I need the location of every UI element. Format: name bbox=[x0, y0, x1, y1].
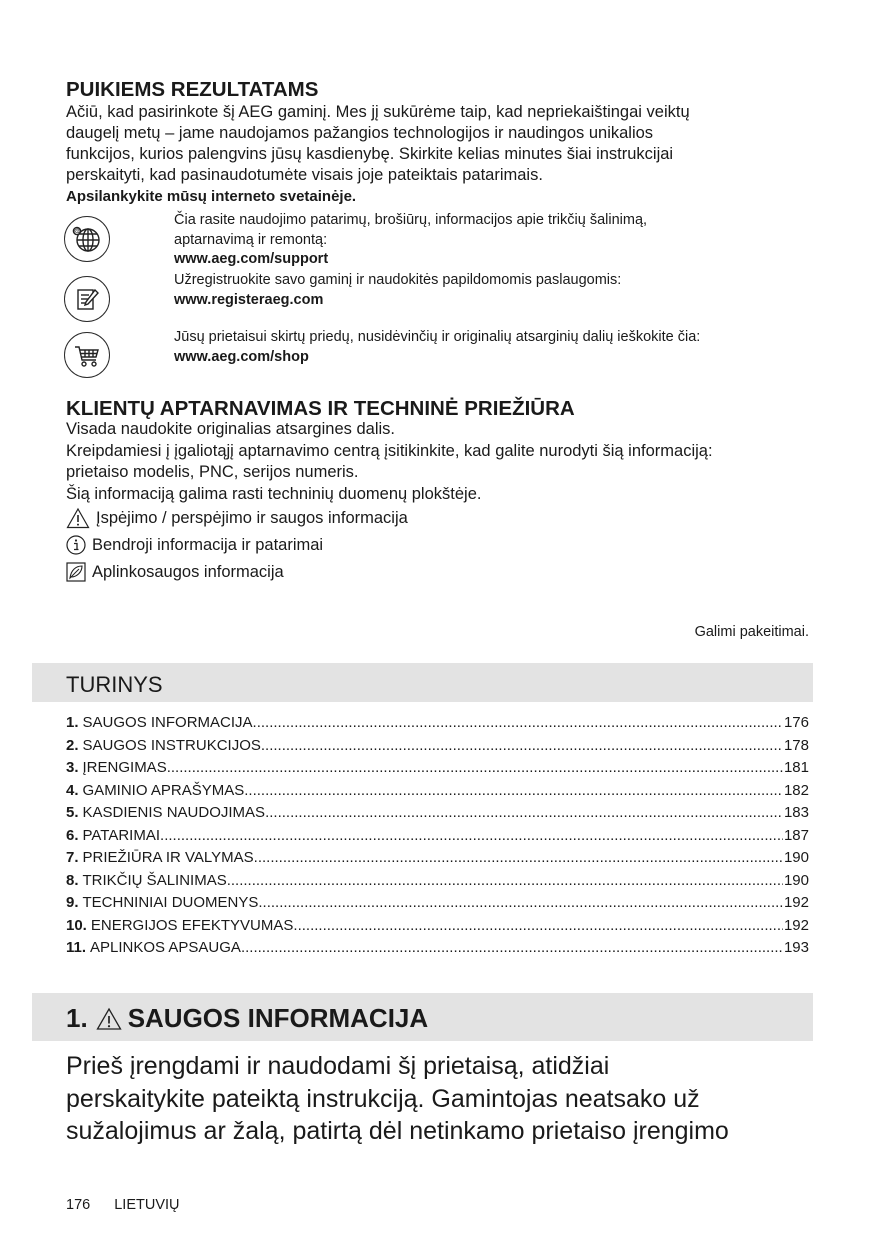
shop-url-link[interactable]: www.aeg.com/shop bbox=[174, 348, 309, 365]
intro-title: PUIKIEMS REZULTATAMS bbox=[66, 78, 319, 101]
svg-text:@: @ bbox=[73, 228, 81, 236]
toc-item[interactable] bbox=[66, 870, 809, 893]
section1-line: perskaitykite pateiktą instrukciją. Gamintojas neatsako už bbox=[66, 1084, 700, 1113]
toc-item[interactable] bbox=[66, 757, 809, 780]
toc-page: 190 bbox=[783, 871, 809, 889]
toc-item[interactable] bbox=[66, 802, 809, 825]
toc-leader bbox=[261, 735, 783, 758]
service-line: Visada naudokite originalias atsargines dalis. bbox=[66, 420, 395, 438]
toc-label: GAMINIO APRAŠYMAS bbox=[82, 781, 245, 799]
toc-number: 6. bbox=[66, 826, 79, 844]
toc-item[interactable] bbox=[66, 825, 809, 848]
legend-text: Aplinkosaugos informacija bbox=[92, 562, 284, 581]
toc-leader bbox=[293, 915, 783, 938]
section1-line: sužalojimus ar žalą, patirtą dėl netinkamo prietaiso įrengimo bbox=[66, 1117, 729, 1145]
toc-page: 193 bbox=[783, 939, 809, 956]
toc-label: APLINKOS APSAUGA bbox=[90, 939, 241, 956]
toc-label: PRIEŽIŪRA IR VALYMAS bbox=[82, 849, 254, 866]
support-link-block bbox=[174, 211, 647, 270]
intro-line: daugelį metų – jame naudojamos pažangios technologijos ir naudingos unikalios bbox=[66, 124, 654, 142]
toc-label: TECHNINIAI DUOMENYS bbox=[82, 894, 259, 911]
footer bbox=[66, 1197, 180, 1213]
toc-page: 182 bbox=[783, 781, 809, 799]
toc-page: 178 bbox=[783, 736, 809, 754]
toc-leader bbox=[241, 937, 783, 960]
toc-item[interactable] bbox=[66, 915, 809, 938]
toc-leader bbox=[244, 780, 783, 803]
toc-number: 2. bbox=[66, 736, 79, 754]
toc-number: 7. bbox=[66, 849, 79, 866]
toc-page: 187 bbox=[783, 826, 809, 844]
toc-item[interactable] bbox=[66, 937, 809, 960]
visit-website-text: Apsilankykite mūsų interneto svetainėje. bbox=[66, 188, 357, 205]
info-icon bbox=[66, 535, 86, 555]
warning-icon bbox=[96, 1007, 122, 1031]
toc-label: PATARIMAI bbox=[82, 826, 161, 844]
link-text: aptarnavimą ir remontą: bbox=[174, 231, 328, 248]
shop-link-block bbox=[174, 328, 700, 367]
toc-number: 11. bbox=[66, 939, 87, 956]
service-line: prietaiso modelis, PNC, serijos numeris. bbox=[66, 463, 359, 481]
section1-text bbox=[66, 1050, 729, 1148]
toc-item[interactable] bbox=[66, 847, 809, 870]
toc-leader bbox=[258, 892, 783, 915]
toc-number: 5. bbox=[66, 804, 79, 821]
toc-title: TURINYS bbox=[66, 672, 163, 697]
toc-item[interactable] bbox=[66, 780, 809, 803]
legend-text: Bendroji informacija ir patarimai bbox=[92, 535, 324, 554]
legend-info bbox=[66, 535, 323, 555]
toc-label: SAUGOS INFORMACIJA bbox=[82, 714, 253, 731]
toc-label: TRIKČIŲ ŠALINIMAS bbox=[82, 871, 227, 889]
footer-language: LIETUVIŲ bbox=[114, 1197, 180, 1213]
legend-text: Įspėjimo / perspėjimo ir saugos informacija bbox=[96, 508, 408, 527]
toc-number: 1. bbox=[66, 714, 79, 731]
toc-number: 3. bbox=[66, 759, 79, 776]
toc-label: SAUGOS INSTRUKCIJOS bbox=[82, 736, 261, 754]
service-text bbox=[66, 419, 713, 505]
legend-environment bbox=[66, 562, 284, 582]
section1-number: 1. bbox=[66, 1003, 88, 1033]
link-text: Čia rasite naudojimo patarimų, brošiūrų, informacijos apie trikčių šalinimą, bbox=[174, 212, 648, 228]
link-text: Užregistruokite savo gaminį ir naudokitės papildomomis paslaugomis: bbox=[174, 272, 622, 288]
changes-note: Galimi pakeitimai. bbox=[694, 624, 809, 640]
cart-icon bbox=[64, 332, 110, 378]
toc-leader bbox=[227, 870, 783, 893]
toc-label: ĮRENGIMAS bbox=[82, 759, 167, 776]
toc-number: 8. bbox=[66, 871, 79, 889]
service-line: Kreipdamiesi į įgaliotąjį aptarnavimo centrą įsitikinkite, kad galite nurodyti šią informaciją: bbox=[66, 441, 713, 460]
section1-heading bbox=[66, 1003, 428, 1034]
leaf-icon bbox=[66, 562, 86, 582]
toc-number: 9. bbox=[66, 894, 79, 911]
toc-leader bbox=[167, 757, 783, 780]
register-icon bbox=[64, 276, 110, 322]
intro-line: Ačiū, kad pasirinkote šį AEG gaminį. Mes jį sukūrėme taip, kad nepriekaištingai veiktų bbox=[66, 103, 690, 121]
toc-leader bbox=[253, 712, 783, 735]
section1-title: SAUGOS INFORMACIJA bbox=[127, 1003, 429, 1033]
toc-page: 183 bbox=[783, 804, 809, 821]
toc-leader bbox=[254, 847, 783, 870]
register-url-link[interactable]: www.registeraeg.com bbox=[174, 291, 324, 308]
toc-item[interactable] bbox=[66, 892, 809, 915]
toc-label: KASDIENIS NAUDOJIMAS bbox=[82, 804, 266, 821]
link-text: Jūsų prietaisui skirtų priedų, nusidėvinčių ir originalių atsarginių dalių ieškokite čia: bbox=[174, 329, 701, 345]
toc-page: 181 bbox=[783, 759, 809, 776]
toc-banner bbox=[32, 663, 813, 702]
section1-banner bbox=[32, 993, 813, 1041]
footer-page-number: 176 bbox=[66, 1197, 91, 1213]
toc-page: 192 bbox=[783, 916, 809, 934]
toc-label: ENERGIJOS EFEKTYVUMAS bbox=[90, 916, 294, 934]
intro-line: funkcijos, kurios palengvins jūsų kasdienybę. Skirkite kelias minutes šiai instrukcijai bbox=[66, 145, 674, 163]
intro-line: perskaityti, kad pasinaudotumėte visais joje pateiktais patarimais. bbox=[66, 166, 543, 184]
section1-line: Prieš įrengdami ir naudodami šį prietaisą, atidžiai bbox=[66, 1052, 610, 1080]
service-line: Šią informaciją galima rasti techninių duomenų plokštėje. bbox=[66, 484, 482, 503]
intro-text bbox=[66, 102, 690, 207]
register-link-block bbox=[174, 271, 621, 310]
service-title: KLIENTŲ APTARNAVIMAS IR TECHNINĖ PRIEŽIŪRA bbox=[66, 397, 575, 420]
toc-page: 190 bbox=[783, 849, 809, 866]
toc-number: 4. bbox=[66, 781, 79, 799]
warning-icon bbox=[66, 507, 90, 529]
support-url-link[interactable]: www.aeg.com/support bbox=[174, 251, 329, 267]
legend-warning bbox=[66, 507, 408, 529]
toc-page: 192 bbox=[783, 894, 809, 911]
globe-icon bbox=[64, 216, 110, 262]
toc-item[interactable] bbox=[66, 712, 809, 735]
toc-item[interactable] bbox=[66, 735, 809, 758]
toc-leader bbox=[160, 825, 783, 848]
toc-leader bbox=[265, 802, 783, 825]
toc-number: 10. bbox=[66, 916, 87, 934]
toc-page: 176 bbox=[783, 714, 809, 731]
